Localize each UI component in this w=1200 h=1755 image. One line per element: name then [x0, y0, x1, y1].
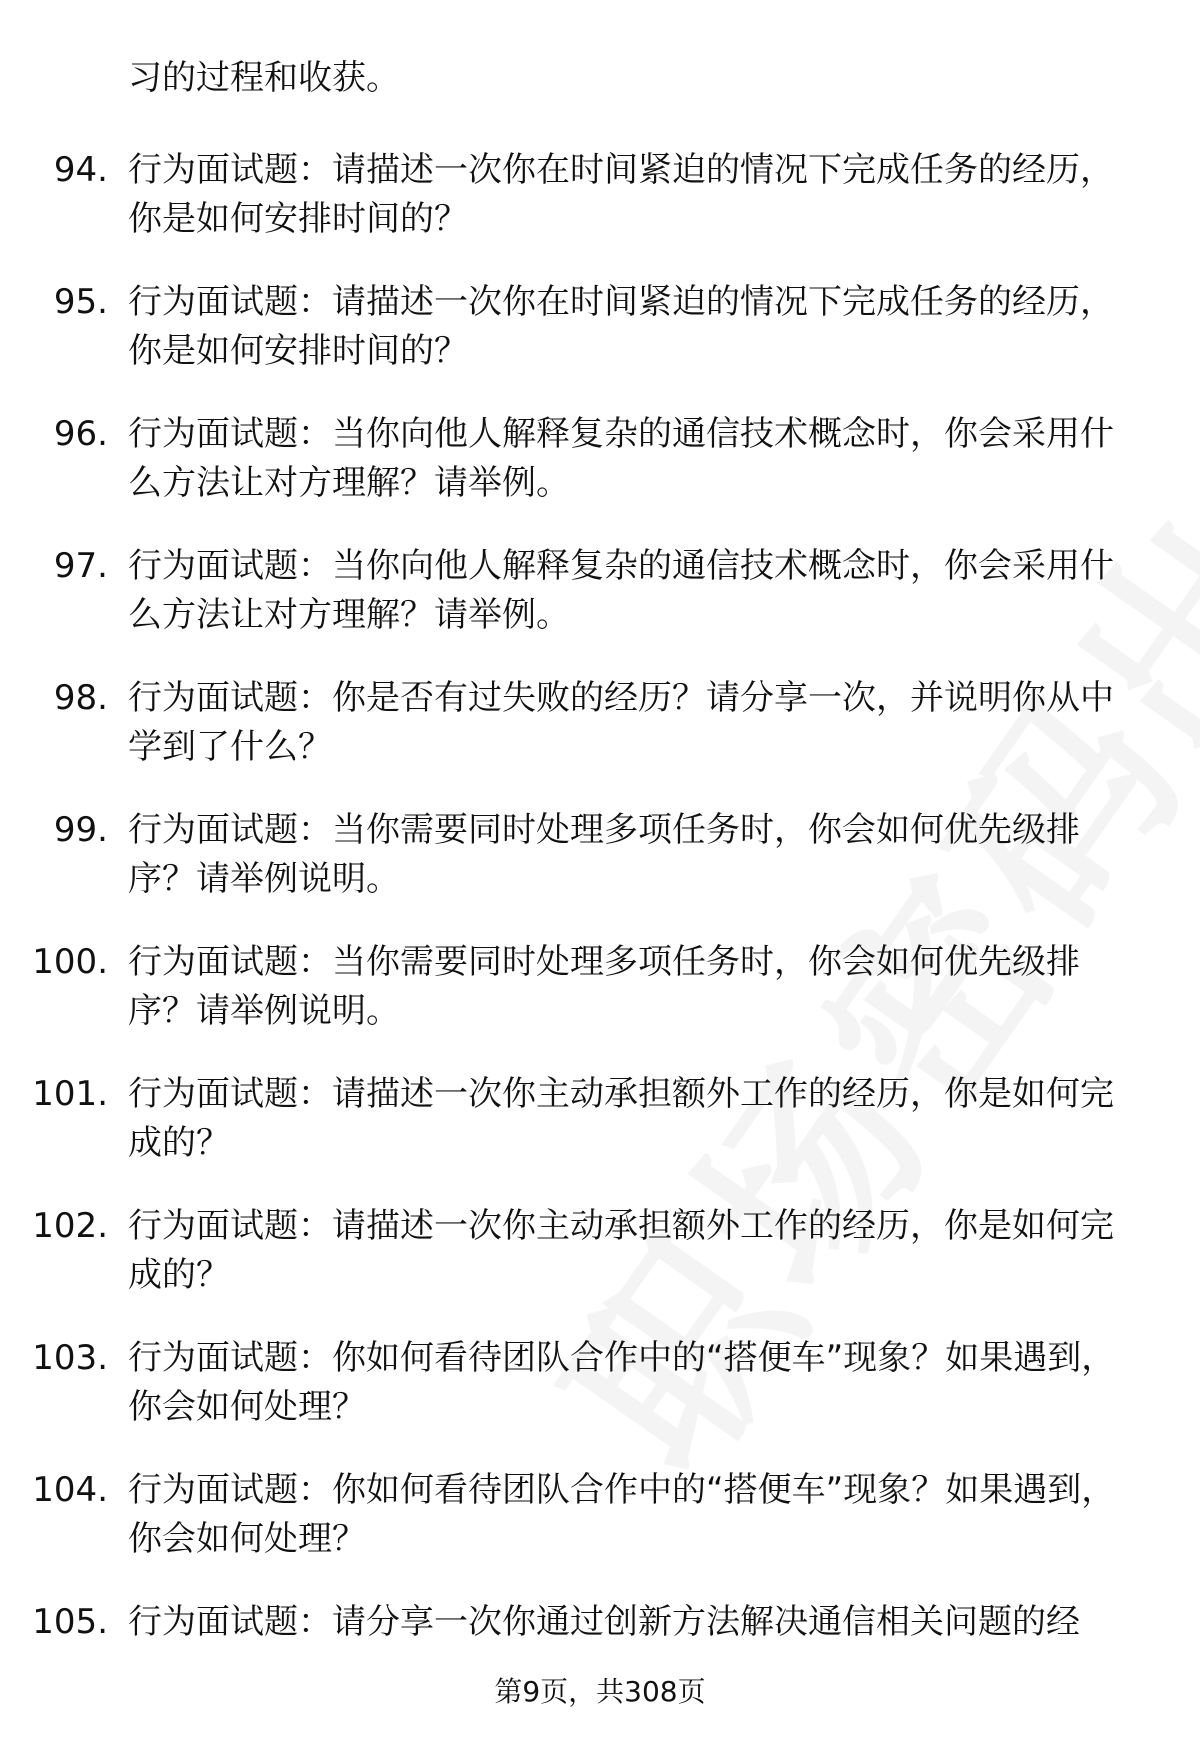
list-item [0, 674, 1200, 806]
item-text: 行为面试题：当你需要同时处理多项任务时，你会如何优先级排序？请举例说明。 [128, 942, 1080, 1031]
item-text: 行为面试题：当你向他人解释复杂的通信技术概念时，你会采用什么方法让对方理解？请举例。 [128, 546, 1114, 635]
item-text: 行为面试题：请描述一次你在时间紧迫的情况下完成任务的经历，你是如何安排时间的？ [128, 282, 1114, 371]
list-item [0, 1202, 1200, 1334]
list-item [0, 938, 1200, 1070]
question-list [0, 146, 1200, 1730]
item-text: 行为面试题：请描述一次你在时间紧迫的情况下完成任务的经历，你是如何安排时间的？ [128, 150, 1114, 239]
list-item [0, 1334, 1200, 1466]
item-number: 101. [32, 1074, 108, 1114]
item-text: 行为面试题：当你需要同时处理多项任务时，你会如何优先级排序？请举例说明。 [128, 810, 1080, 899]
item-text: 行为面试题：请描述一次你主动承担额外工作的经历，你是如何完成的？ [128, 1074, 1114, 1163]
item-number: 96. [53, 414, 108, 454]
item-text: 行为面试题：你是否有过失败的经历？请分享一次，并说明你从中学到了什么？ [128, 678, 1114, 767]
item-number: 104. [32, 1470, 108, 1510]
item-number: 102. [32, 1206, 108, 1246]
item-number: 98. [53, 678, 108, 718]
item-number: 97. [53, 546, 108, 586]
item-number: 100. [32, 942, 108, 982]
list-item [0, 806, 1200, 938]
continued-text-line: 习的过程和收获。 [128, 58, 400, 98]
list-item [0, 410, 1200, 542]
list-item [0, 1466, 1200, 1598]
item-text: 行为面试题：当你向他人解释复杂的通信技术概念时，你会采用什么方法让对方理解？请举例。 [128, 414, 1114, 503]
item-number: 103. [32, 1338, 108, 1378]
list-item [0, 278, 1200, 410]
item-text: 行为面试题：请分享一次你通过创新方法解决通信相关问题的经 [128, 1602, 1080, 1642]
list-item [0, 146, 1200, 278]
item-text: 行为面试题：请描述一次你主动承担额外工作的经历，你是如何完成的？ [128, 1206, 1114, 1295]
item-text: 行为面试题：你如何看待团队合作中的“搭便车”现象？如果遇到，你会如何处理？ [128, 1338, 1116, 1427]
list-item [0, 542, 1200, 674]
item-text: 行为面试题：你如何看待团队合作中的“搭便车”现象？如果遇到，你会如何处理？ [128, 1470, 1116, 1559]
item-number: 94. [53, 150, 108, 190]
item-number: 95. [53, 282, 108, 322]
item-number: 99. [53, 810, 108, 850]
list-item [0, 1070, 1200, 1202]
page-footer: 第9页，共308页 [494, 1675, 706, 1708]
item-number: 105. [32, 1602, 108, 1642]
